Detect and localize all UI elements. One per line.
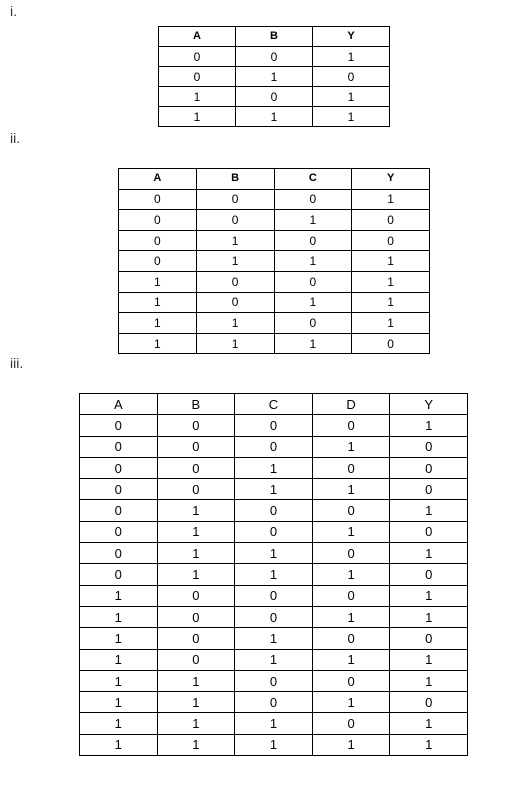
table-cell: 0 bbox=[312, 713, 390, 734]
column-header: Y bbox=[313, 27, 390, 47]
table-row bbox=[80, 521, 468, 542]
table-cell: 0 bbox=[159, 67, 236, 87]
table-row bbox=[80, 500, 468, 521]
table-cell: 0 bbox=[312, 500, 390, 521]
column-header: Y bbox=[390, 394, 468, 415]
column-header: B bbox=[157, 394, 235, 415]
table-header-row bbox=[119, 169, 430, 190]
table-row bbox=[80, 415, 468, 436]
table-row bbox=[119, 230, 430, 251]
table-cell: 1 bbox=[80, 713, 158, 734]
table-row bbox=[159, 107, 390, 127]
column-header: A bbox=[80, 394, 158, 415]
table-cell: 1 bbox=[236, 107, 313, 127]
table-row bbox=[119, 271, 430, 292]
table-cell: 1 bbox=[352, 271, 430, 292]
table-cell: 1 bbox=[157, 500, 235, 521]
table-row bbox=[80, 734, 468, 755]
table-cell: 1 bbox=[313, 47, 390, 67]
table-cell: 1 bbox=[274, 210, 352, 231]
table-cell: 1 bbox=[236, 67, 313, 87]
table-row bbox=[80, 585, 468, 606]
table-cell: 0 bbox=[157, 606, 235, 627]
column-header: C bbox=[274, 169, 352, 190]
table-cell: 0 bbox=[235, 500, 313, 521]
table-cell: 0 bbox=[119, 230, 197, 251]
table-cell: 0 bbox=[390, 692, 468, 713]
table-cell: 1 bbox=[312, 734, 390, 755]
table-cell: 0 bbox=[80, 479, 158, 500]
table-cell: 1 bbox=[235, 734, 313, 755]
table-cell: 1 bbox=[235, 479, 313, 500]
truth-table-i bbox=[158, 26, 390, 127]
section-label-i: i. bbox=[10, 3, 17, 19]
table-cell: 0 bbox=[80, 564, 158, 585]
table-cell: 1 bbox=[235, 564, 313, 585]
table-row bbox=[80, 606, 468, 627]
table-cell: 1 bbox=[235, 628, 313, 649]
table-cell: 0 bbox=[312, 543, 390, 564]
table-cell: 1 bbox=[119, 313, 197, 334]
table-cell: 1 bbox=[196, 251, 274, 272]
table-cell: 1 bbox=[312, 606, 390, 627]
table-cell: 1 bbox=[390, 415, 468, 436]
table-cell: 0 bbox=[313, 67, 390, 87]
table-header-row bbox=[80, 394, 468, 415]
table-cell: 1 bbox=[390, 734, 468, 755]
table-cell: 1 bbox=[312, 564, 390, 585]
table-cell: 0 bbox=[312, 585, 390, 606]
table-cell: 1 bbox=[274, 333, 352, 354]
table-cell: 0 bbox=[80, 521, 158, 542]
column-header: D bbox=[312, 394, 390, 415]
table-cell: 1 bbox=[312, 692, 390, 713]
table-cell: 0 bbox=[157, 415, 235, 436]
table-header-row bbox=[159, 27, 390, 47]
table-cell: 0 bbox=[119, 251, 197, 272]
table-cell: 0 bbox=[235, 521, 313, 542]
table-cell: 0 bbox=[196, 210, 274, 231]
column-header: B bbox=[236, 27, 313, 47]
table-cell: 1 bbox=[157, 543, 235, 564]
table-cell: 0 bbox=[196, 189, 274, 210]
table-cell: 0 bbox=[80, 436, 158, 457]
table-row bbox=[80, 457, 468, 478]
table-cell: 1 bbox=[312, 649, 390, 670]
table-cell: 0 bbox=[157, 436, 235, 457]
table-cell: 1 bbox=[80, 734, 158, 755]
table-row bbox=[159, 47, 390, 67]
table-cell: 1 bbox=[312, 479, 390, 500]
table-cell: 0 bbox=[312, 670, 390, 691]
table-cell: 0 bbox=[236, 87, 313, 107]
table-cell: 1 bbox=[313, 107, 390, 127]
table-cell: 1 bbox=[80, 585, 158, 606]
table-cell: 1 bbox=[235, 649, 313, 670]
table-cell: 1 bbox=[80, 692, 158, 713]
table-cell: 0 bbox=[157, 585, 235, 606]
table-cell: 0 bbox=[157, 628, 235, 649]
table-cell: 0 bbox=[119, 210, 197, 231]
table-cell: 1 bbox=[157, 692, 235, 713]
table-cell: 1 bbox=[352, 292, 430, 313]
table-cell: 0 bbox=[80, 415, 158, 436]
table-cell: 1 bbox=[312, 521, 390, 542]
table-row bbox=[80, 670, 468, 691]
table-cell: 1 bbox=[274, 251, 352, 272]
table-cell: 1 bbox=[196, 230, 274, 251]
table-cell: 1 bbox=[196, 333, 274, 354]
truth-table-ii bbox=[118, 168, 430, 354]
column-header: Y bbox=[352, 169, 430, 190]
table-cell: 1 bbox=[157, 734, 235, 755]
table-cell: 0 bbox=[159, 47, 236, 67]
table-cell: 0 bbox=[235, 670, 313, 691]
table-cell: 0 bbox=[312, 628, 390, 649]
table-cell: 0 bbox=[390, 628, 468, 649]
table-row bbox=[159, 67, 390, 87]
table-row bbox=[80, 436, 468, 457]
table-cell: 0 bbox=[80, 500, 158, 521]
table-row bbox=[80, 564, 468, 585]
table-cell: 1 bbox=[390, 543, 468, 564]
table-cell: 0 bbox=[312, 415, 390, 436]
table-cell: 1 bbox=[157, 564, 235, 585]
column-header: C bbox=[235, 394, 313, 415]
table-cell: 1 bbox=[80, 628, 158, 649]
table-cell: 1 bbox=[159, 107, 236, 127]
table-cell: 1 bbox=[157, 670, 235, 691]
truth-table-iii bbox=[79, 393, 468, 756]
table-cell: 1 bbox=[390, 649, 468, 670]
table-cell: 0 bbox=[274, 313, 352, 334]
section-label-iii: iii. bbox=[10, 355, 24, 371]
table-cell: 1 bbox=[235, 457, 313, 478]
table-cell: 1 bbox=[196, 313, 274, 334]
table-cell: 0 bbox=[352, 333, 430, 354]
column-header: B bbox=[196, 169, 274, 190]
table-cell: 1 bbox=[390, 670, 468, 691]
table-row bbox=[119, 292, 430, 313]
table-row bbox=[119, 333, 430, 354]
table-cell: 1 bbox=[119, 333, 197, 354]
table-cell: 1 bbox=[312, 436, 390, 457]
table-row bbox=[80, 543, 468, 564]
table-cell: 0 bbox=[390, 564, 468, 585]
table-cell: 0 bbox=[80, 543, 158, 564]
table-row bbox=[80, 628, 468, 649]
table-cell: 0 bbox=[274, 271, 352, 292]
table-cell: 1 bbox=[352, 251, 430, 272]
table-cell: 1 bbox=[390, 585, 468, 606]
table-cell: 1 bbox=[119, 292, 197, 313]
table-cell: 0 bbox=[235, 692, 313, 713]
table-cell: 1 bbox=[119, 271, 197, 292]
table-cell: 0 bbox=[80, 457, 158, 478]
table-cell: 0 bbox=[119, 189, 197, 210]
table-cell: 0 bbox=[274, 189, 352, 210]
table-cell: 0 bbox=[235, 585, 313, 606]
table-cell: 1 bbox=[157, 713, 235, 734]
table-cell: 0 bbox=[390, 521, 468, 542]
table-cell: 1 bbox=[352, 313, 430, 334]
table-cell: 1 bbox=[390, 606, 468, 627]
table-cell: 0 bbox=[235, 415, 313, 436]
table-cell: 1 bbox=[313, 87, 390, 107]
table-cell: 0 bbox=[312, 457, 390, 478]
section-label-ii: ii. bbox=[10, 130, 21, 146]
table-cell: 1 bbox=[80, 670, 158, 691]
column-header: A bbox=[159, 27, 236, 47]
table-row bbox=[159, 87, 390, 107]
table-cell: 0 bbox=[157, 457, 235, 478]
table-row bbox=[80, 713, 468, 734]
table-cell: 1 bbox=[159, 87, 236, 107]
table-cell: 1 bbox=[274, 292, 352, 313]
table-row bbox=[119, 210, 430, 231]
table-cell: 1 bbox=[235, 543, 313, 564]
table-cell: 1 bbox=[352, 189, 430, 210]
table-cell: 0 bbox=[274, 230, 352, 251]
table-cell: 0 bbox=[157, 649, 235, 670]
table-cell: 1 bbox=[80, 606, 158, 627]
table-row bbox=[80, 479, 468, 500]
table-cell: 0 bbox=[390, 436, 468, 457]
table-cell: 1 bbox=[390, 713, 468, 734]
table-cell: 0 bbox=[352, 230, 430, 251]
table-cell: 1 bbox=[80, 649, 158, 670]
table-cell: 0 bbox=[235, 436, 313, 457]
table-row bbox=[80, 649, 468, 670]
table-cell: 0 bbox=[352, 210, 430, 231]
table-row bbox=[80, 692, 468, 713]
table-cell: 0 bbox=[390, 457, 468, 478]
table-cell: 1 bbox=[390, 500, 468, 521]
table-row bbox=[119, 251, 430, 272]
table-cell: 1 bbox=[157, 521, 235, 542]
table-cell: 0 bbox=[196, 292, 274, 313]
table-row bbox=[119, 189, 430, 210]
table-cell: 0 bbox=[236, 47, 313, 67]
table-cell: 0 bbox=[390, 479, 468, 500]
table-cell: 0 bbox=[196, 271, 274, 292]
table-cell: 1 bbox=[235, 713, 313, 734]
table-row bbox=[119, 313, 430, 334]
table-cell: 0 bbox=[157, 479, 235, 500]
column-header: A bbox=[119, 169, 197, 190]
table-cell: 0 bbox=[235, 606, 313, 627]
